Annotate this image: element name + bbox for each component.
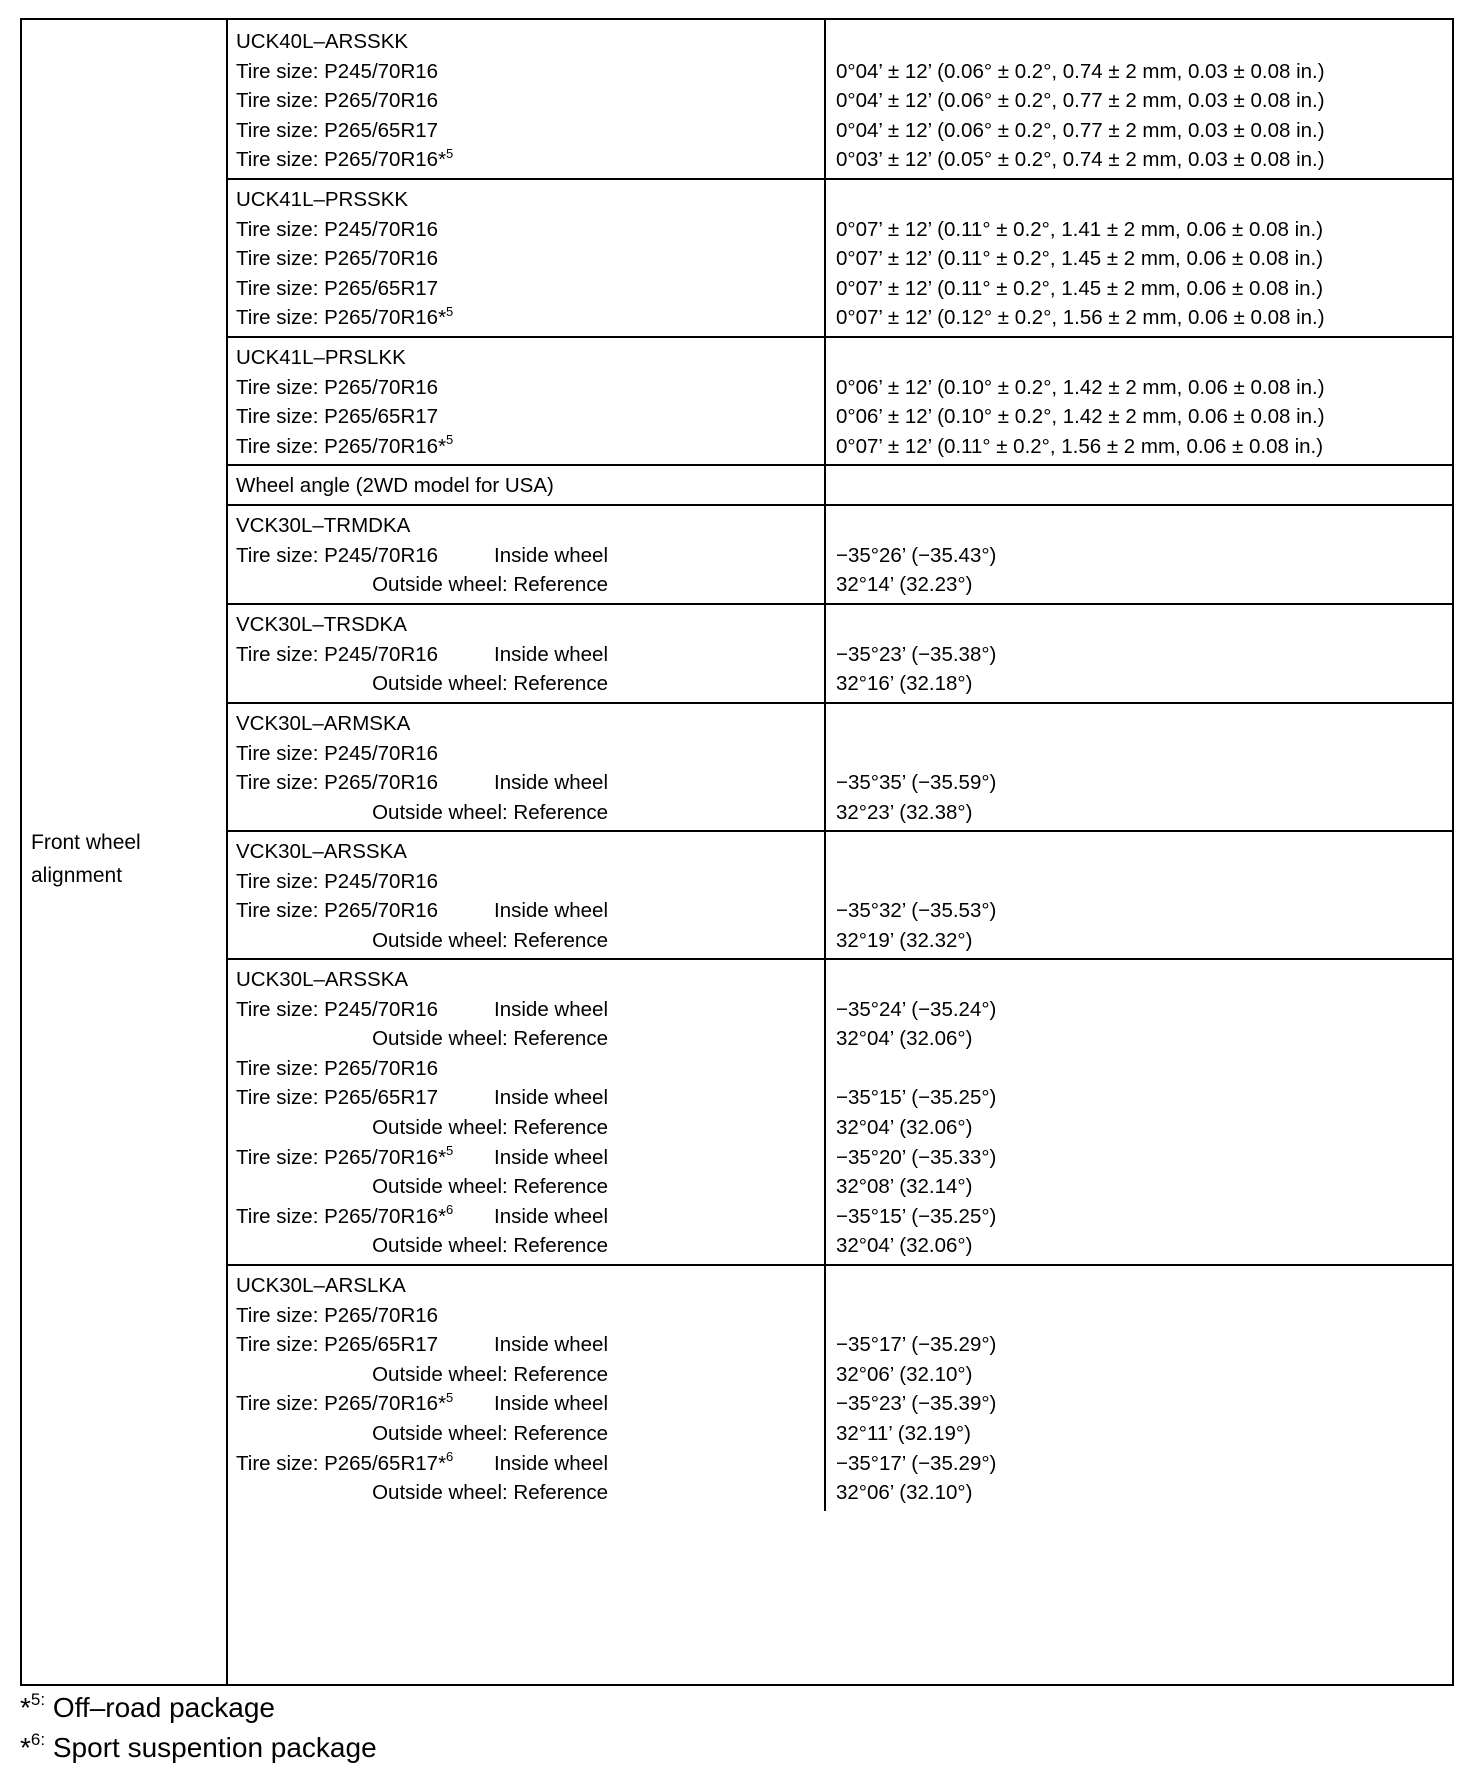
spec-label-line: alignment <box>31 864 123 887</box>
model-code: UCK40L–ARSSKK <box>236 30 409 53</box>
footnote: *$^{5:}$ Off–road package <box>20 1689 275 1723</box>
spec-block <box>226 178 1452 338</box>
model-row <box>226 469 1452 502</box>
wheel-position: Inside wheel <box>494 642 608 666</box>
spec-value: −35°23’ (−35.38°) <box>836 642 997 666</box>
wheel-position: Outside wheel: Reference <box>372 1175 608 1199</box>
spec-value: 0°07’ ± 12’ (0.11° ± 0.2°, 1.45 ± 2 mm, 0.06 ± 0.08 in.) <box>836 276 1324 300</box>
spec-block <box>226 830 1452 960</box>
spec-row <box>226 1022 1452 1055</box>
spec-row <box>226 1387 1452 1420</box>
spec-label <box>31 826 141 892</box>
tire-size: Tire size: P265/70R16*$^5$ <box>236 431 454 458</box>
spec-row <box>226 924 1452 957</box>
wheel-position: Inside wheel <box>494 1451 608 1475</box>
wheel-position: Outside wheel: Reference <box>372 1481 608 1505</box>
tire-size: Tire size: P265/70R16*$^6$ <box>236 1201 454 1228</box>
wheel-position: Inside wheel <box>494 997 608 1021</box>
model-code: VCK30L–TRMDKA <box>236 514 411 537</box>
spec-row <box>226 1358 1452 1391</box>
model-code: UCK41L–PRSSKK <box>236 188 409 211</box>
spec-row <box>226 894 1452 927</box>
wheel-position: Outside wheel: Reference <box>372 1116 608 1139</box>
wheel-position: Inside wheel <box>494 1392 608 1416</box>
wheel-position: Inside wheel <box>494 771 608 795</box>
spec-value: 32°06’ (32.10°) <box>836 1481 973 1505</box>
spec-value: 32°04’ (32.06°) <box>836 1027 973 1051</box>
spec-value: 32°23’ (32.38°) <box>836 800 973 824</box>
spec-row <box>226 1111 1452 1144</box>
model-row <box>226 963 1452 996</box>
wheel-position: Inside wheel <box>494 543 608 567</box>
spec-row <box>226 1141 1452 1174</box>
spec-row <box>226 1052 1452 1085</box>
model-code: Wheel angle (2WD model for USA) <box>236 474 554 497</box>
model-code: VCK30L–ARMSKA <box>236 712 411 735</box>
spec-value: 32°04’ (32.06°) <box>836 1234 973 1258</box>
spec-value: 32°16’ (32.18°) <box>836 672 973 696</box>
spec-block <box>226 1264 1452 1511</box>
spec-row <box>226 143 1452 176</box>
spec-row <box>226 84 1452 117</box>
spec-value: 32°19’ (32.32°) <box>836 928 973 952</box>
spec-block <box>226 702 1452 832</box>
spec-row <box>226 568 1452 601</box>
footnote-ref: 5 <box>446 303 454 319</box>
model-code: UCK30L–ARSSKA <box>236 968 409 991</box>
footnote-ref: 5 <box>446 145 454 161</box>
wheel-position: Outside wheel: Reference <box>372 928 608 952</box>
spec-row <box>226 796 1452 829</box>
spec-value: −35°32’ (−35.53°) <box>836 899 997 923</box>
spec-table <box>20 18 1454 1686</box>
tire-size: Tire size: P265/70R16 <box>236 375 439 399</box>
model-row <box>226 509 1452 542</box>
tire-size: Tire size: P265/70R16 <box>236 89 439 113</box>
model-row <box>226 835 1452 868</box>
tire-size: Tire size: P265/65R17 <box>236 276 439 300</box>
spec-value: −35°35’ (−35.59°) <box>836 771 997 795</box>
spec-row <box>226 1081 1452 1114</box>
spec-row <box>226 1299 1452 1332</box>
spec-block <box>226 336 1452 466</box>
wheel-position: Outside wheel: Reference <box>372 1422 608 1445</box>
tire-size: Tire size: P245/70R16 <box>236 869 439 893</box>
model-row <box>226 25 1452 58</box>
tire-size: Tire size: P265/70R16*$^5$ <box>236 1389 454 1416</box>
spec-block <box>226 464 1452 506</box>
tire-size: Tire size: P245/70R16 <box>236 217 439 241</box>
wheel-position: Inside wheel <box>494 1333 608 1357</box>
tire-size: Tire size: P265/70R16 <box>236 1056 439 1080</box>
spec-row <box>226 1476 1452 1509</box>
spec-row <box>226 430 1452 463</box>
spec-row <box>226 667 1452 700</box>
tire-size: Tire size: P265/65R17 <box>236 405 439 429</box>
spec-row <box>226 371 1452 404</box>
spec-row <box>226 242 1452 275</box>
spec-row <box>226 638 1452 671</box>
model-row <box>226 341 1452 374</box>
spec-row <box>226 1229 1452 1262</box>
tire-size: Tire size: P265/70R16 <box>236 247 439 271</box>
tire-size: Tire size: P265/70R16 <box>236 771 439 795</box>
spec-value: 0°04’ ± 12’ (0.06° ± 0.2°, 0.74 ± 2 mm, 0.03 ± 0.08 in.) <box>836 59 1325 83</box>
tire-size: Tire size: P265/65R17 <box>236 118 439 142</box>
tire-size: Tire size: P245/70R16 <box>236 741 439 765</box>
spec-value: −35°15’ (−35.25°) <box>836 1204 997 1228</box>
spec-value: 0°07’ ± 12’ (0.11° ± 0.2°, 1.41 ± 2 mm, 0.06 ± 0.08 in.) <box>836 217 1324 241</box>
tire-size: Tire size: P265/65R17 <box>236 1086 439 1110</box>
spec-value: −35°23’ (−35.39°) <box>836 1392 997 1416</box>
wheel-position: Inside wheel <box>494 1145 608 1169</box>
spec-value: 32°11’ (32.19°) <box>836 1422 971 1445</box>
spec-row <box>226 1200 1452 1233</box>
footnote: *$^{6:}$ Sport suspention package <box>20 1729 377 1763</box>
spec-value: −35°26’ (−35.43°) <box>836 543 997 567</box>
spec-row <box>226 1328 1452 1361</box>
model-code: UCK30L–ARSLKA <box>236 1274 406 1297</box>
spec-value: 32°06’ (32.10°) <box>836 1362 973 1386</box>
model-row <box>226 183 1452 216</box>
spec-value: 32°04’ (32.06°) <box>836 1116 973 1139</box>
spec-value: −35°17’ (−35.29°) <box>836 1333 997 1357</box>
spec-row <box>226 865 1452 898</box>
wheel-position: Outside wheel: Reference <box>372 800 608 824</box>
spec-row <box>226 737 1452 770</box>
spec-row <box>226 1417 1452 1450</box>
spec-row <box>226 400 1452 433</box>
tire-size: Tire size: P265/70R16 <box>236 1303 439 1327</box>
spec-row <box>226 301 1452 334</box>
spec-block <box>226 958 1452 1266</box>
spec-block <box>226 20 1452 180</box>
spec-row <box>226 539 1452 572</box>
tire-size: Tire size: P265/65R17 <box>236 1333 439 1357</box>
spec-row <box>226 55 1452 88</box>
spec-value: −35°24’ (−35.24°) <box>836 997 997 1021</box>
spec-row <box>226 272 1452 305</box>
wheel-position: Inside wheel <box>494 1204 608 1228</box>
spec-value: 0°06’ ± 12’ (0.10° ± 0.2°, 1.42 ± 2 mm, 0.06 ± 0.08 in.) <box>836 375 1325 399</box>
spec-row <box>226 1170 1452 1203</box>
spec-value: −35°20’ (−35.33°) <box>836 1145 997 1169</box>
wheel-position: Inside wheel <box>494 1086 608 1110</box>
spec-value: 32°14’ (32.23°) <box>836 573 973 597</box>
tire-size: Tire size: P245/70R16 <box>236 543 439 567</box>
spec-block <box>226 603 1452 704</box>
wheel-position: Inside wheel <box>494 899 608 923</box>
spec-value: 0°07’ ± 12’ (0.12° ± 0.2°, 1.56 ± 2 mm, 0.06 ± 0.08 in.) <box>836 306 1325 330</box>
tire-size: Tire size: P265/65R17*$^6$ <box>236 1448 454 1475</box>
spec-value: 0°04’ ± 12’ (0.06° ± 0.2°, 0.77 ± 2 mm, 0.03 ± 0.08 in.) <box>836 118 1325 142</box>
tire-size: Tire size: P245/70R16 <box>236 59 439 83</box>
tire-size: Tire size: P265/70R16*$^5$ <box>236 303 454 330</box>
footnotes <box>20 1688 377 1768</box>
spec-value: 0°06’ ± 12’ (0.10° ± 0.2°, 1.42 ± 2 mm, 0.06 ± 0.08 in.) <box>836 405 1325 429</box>
spec-value: 0°07’ ± 12’ (0.11° ± 0.2°, 1.56 ± 2 mm, 0.06 ± 0.08 in.) <box>836 434 1324 458</box>
spec-value: 32°08’ (32.14°) <box>836 1175 973 1199</box>
footnote-ref: 6 <box>446 1201 454 1217</box>
wheel-position: Outside wheel: Reference <box>372 1362 608 1386</box>
wheel-position: Outside wheel: Reference <box>372 672 608 696</box>
wheel-position: Outside wheel: Reference <box>372 1234 608 1258</box>
spec-row <box>226 213 1452 246</box>
spec-value: −35°17’ (−35.29°) <box>836 1451 997 1475</box>
spec-row <box>226 114 1452 147</box>
model-row <box>226 707 1452 740</box>
footnote-ref: 5 <box>446 431 454 447</box>
footnote-ref: 5 <box>446 1389 454 1405</box>
spec-block <box>226 504 1452 605</box>
model-code: UCK41L–PRSLKK <box>236 346 406 369</box>
spec-value: 0°04’ ± 12’ (0.06° ± 0.2°, 0.77 ± 2 mm, 0.03 ± 0.08 in.) <box>836 89 1325 113</box>
spec-row <box>226 993 1452 1026</box>
spec-value: 0°07’ ± 12’ (0.11° ± 0.2°, 1.45 ± 2 mm, 0.06 ± 0.08 in.) <box>836 247 1324 271</box>
tire-size: Tire size: P265/70R16 <box>236 899 439 923</box>
footnote-ref: 6 <box>446 1448 454 1464</box>
spec-row <box>226 1447 1452 1480</box>
wheel-position: Outside wheel: Reference <box>372 1027 608 1051</box>
tire-size: Tire size: P265/70R16*$^5$ <box>236 1142 454 1169</box>
label-column <box>22 20 228 1684</box>
wheel-position: Outside wheel: Reference <box>372 573 608 597</box>
tire-size: Tire size: P245/70R16 <box>236 997 439 1021</box>
spec-value: 0°03’ ± 12’ (0.05° ± 0.2°, 0.74 ± 2 mm, 0.03 ± 0.08 in.) <box>836 148 1325 172</box>
tire-size: Tire size: P245/70R16 <box>236 642 439 666</box>
model-row <box>226 608 1452 641</box>
spec-value: −35°15’ (−35.25°) <box>836 1086 997 1110</box>
spec-label-line: Front wheel <box>31 831 141 854</box>
model-code: VCK30L–ARSSKA <box>236 840 407 863</box>
model-row <box>226 1269 1452 1302</box>
model-code: VCK30L–TRSDKA <box>236 613 407 636</box>
spec-row <box>226 766 1452 799</box>
footnote-ref: 5 <box>446 1142 454 1158</box>
tire-size: Tire size: P265/70R16*$^5$ <box>236 145 454 172</box>
